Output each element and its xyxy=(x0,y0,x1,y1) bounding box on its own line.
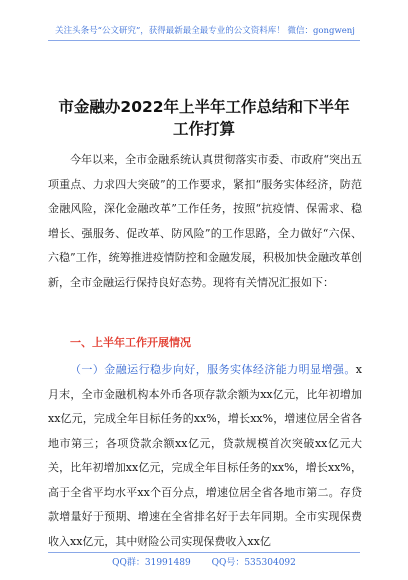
footer-divider xyxy=(48,552,360,553)
footer xyxy=(0,555,408,568)
section-heading: 一、上半年工作开展情况 xyxy=(70,336,191,349)
document-title: 市金融办2022年上半年工作总结和下半年工作打算 xyxy=(58,98,350,138)
sub-heading: （一）金融运行稳步向好，服务实体经济能力明显增强。 xyxy=(70,363,356,376)
sub-paragraph-text: x月末，全市金融机构本外币各项存款余额为xx亿元，比年初增加xx亿元，完成全年目标任务的xx%，增长xx%，增速位居全省各地市第三；各项贷款余额xx亿元，贷款规模首次突破xx亿元大关，比年初增加xx亿元，完成全年目标任务的xx%，增长xx%，高于全省平均水平xx个百分点，增速位居全省各地市第二。存贷款增量好于预期、增速在全省排名好于去年同期。全市实现保费收入xx亿元，其中财险公司实现保费收入xx亿 xyxy=(48,363,362,548)
header-divider xyxy=(48,40,360,41)
footer-qq-number: QQ号：535304092 xyxy=(211,558,296,568)
intro-paragraph: 今年以来，全市金融系统认真贯彻落实市委、市政府“突出五项重点、力求四大突破”的工作要求，紧扣“服务实体经济，防范金融风险，深化金融改革”工作任务，按照“抗疫情、保需求、稳增长、强服务、促改革、防风险”的工作思路，全力做好“六保、六稳”工作，统筹推进疫情防控和金融发展，积极加快金融改革创新，全市金融运行保持良好态势。现将有关情况汇报如下： xyxy=(48,153,362,289)
footer-qq-group: QQ群：31991489 xyxy=(112,558,191,568)
section-paragraph xyxy=(48,358,362,554)
header-banner: 关注头条号“公文研究”，获得最新最全最专业的公文资料库！ 微信：gongwenj xyxy=(55,26,355,36)
